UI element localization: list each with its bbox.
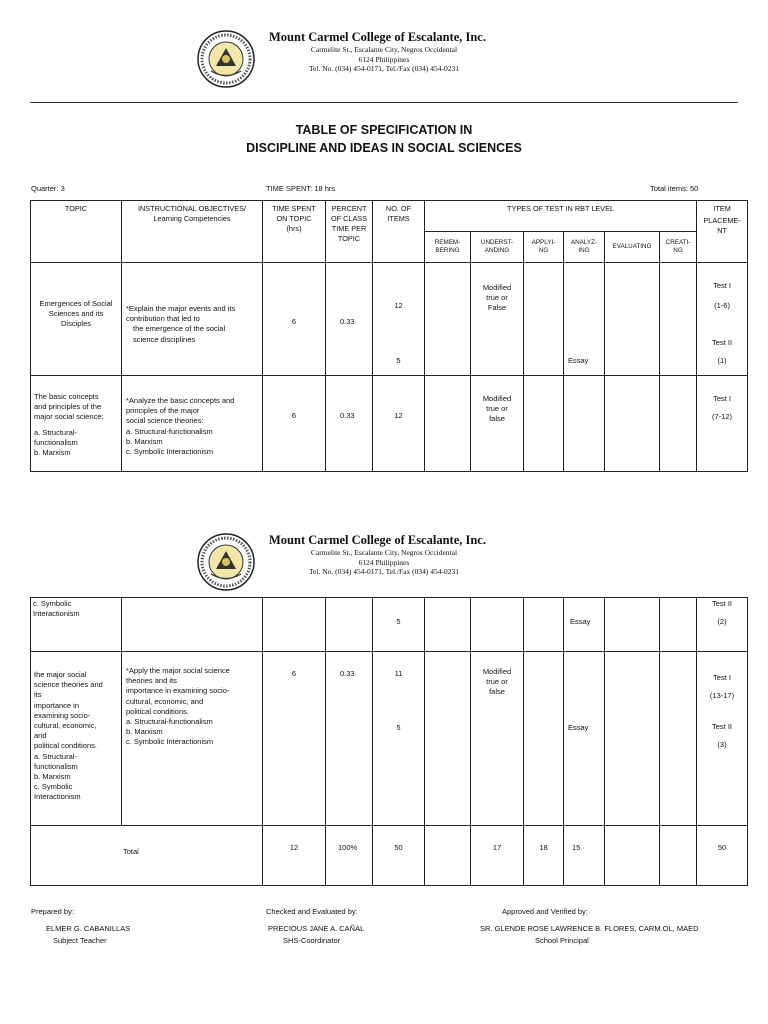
header-understanding: UNDERST- ANDING — [471, 232, 524, 263]
table-row — [31, 376, 748, 472]
total-remembering — [425, 826, 471, 886]
address-line-2: 6124 Philippines — [358, 557, 410, 567]
prepared-by-role: Subject Teacher — [53, 936, 107, 945]
header-divider — [30, 102, 738, 103]
row2-topic: The basic concepts and principles of the major social science; a. Structural- functionalism b. Marxism — [31, 376, 122, 472]
row4-creating — [660, 652, 697, 826]
table-row — [31, 598, 748, 652]
header-topic: TOPIC — [31, 201, 122, 263]
quarter-label: Quarter: 3 — [31, 184, 65, 193]
row2-understanding: Modified true or false — [471, 376, 524, 472]
document-title-line-1: TABLE OF SPECIFICATION IN — [295, 123, 473, 137]
row4-understanding: Modified true or false — [471, 652, 524, 826]
row3-items: 5 — [373, 598, 425, 652]
header-objectives: INSTRUCTIONAL OBJECTIVES/ Learning Competencies — [122, 201, 263, 263]
row1-items: 12 5 — [373, 263, 425, 376]
total-items: 50 — [373, 826, 425, 886]
table-row-total — [31, 826, 748, 886]
row3-objectives — [122, 598, 263, 652]
row3-topic: c. Symbolic Interactionism — [31, 598, 122, 652]
row2-objectives: *Analyze the basic concepts and principles of the major social science theories: a. Structural-functionalism b. Marxism c. Symbolic Interactionism — [122, 376, 263, 472]
header-item-placement: ITEM PLACEME- NT — [697, 201, 748, 263]
row1-remembering — [425, 263, 471, 376]
row2-placement: Test I (7-12) — [697, 376, 748, 472]
total-creating — [660, 826, 697, 886]
row4-analyzing: Essay — [564, 652, 605, 826]
row1-percent: 0.33 — [326, 263, 373, 376]
header-creating: CREATI- NG — [660, 232, 697, 263]
row1-applying — [524, 263, 564, 376]
header-percent: PERCENT OF CLASS TIME PER TOPIC — [326, 201, 373, 263]
row1-placement: Test I (1-6) Test II (1) — [697, 263, 748, 376]
checked-by-role: SHS-Coordinator — [283, 936, 341, 945]
total-applying: 18 — [524, 826, 564, 886]
total-label: Total — [31, 826, 263, 886]
row1-analyzing: Essay — [564, 263, 605, 376]
row1-time: 6 — [263, 263, 326, 376]
row4-objectives: *Apply the major social science theories and its importance in examining socio- cultural, economic, and political conditions. a. Structural-functionalism b. Marxism c. Symbolic Interactionism — [122, 652, 263, 826]
specification-table-page-2 — [30, 597, 748, 886]
row3-analyzing: Essay — [564, 598, 605, 652]
header-remembering: REMEM- BERING — [425, 232, 471, 263]
header-analyzing: ANALYZ- ING — [564, 232, 605, 263]
total-time: 12 — [263, 826, 326, 886]
total-placement: 50 — [697, 826, 748, 886]
row3-percent — [326, 598, 373, 652]
row4-applying — [524, 652, 564, 826]
checked-by-name: PRECIOUS JANE A. CAÑAL — [268, 924, 365, 933]
header-no-of-items: NO. OF ITEMS — [373, 201, 425, 263]
header-evaluating: EVALUATING — [605, 232, 660, 263]
row1-topic: Emergences of Social Sciences and its Disciples — [31, 263, 122, 376]
approved-by-label: Approved and Verified by: — [502, 907, 588, 916]
row4-remembering — [425, 652, 471, 826]
total-understanding: 17 — [471, 826, 524, 886]
row2-creating — [660, 376, 697, 472]
row2-time: 6 — [263, 376, 326, 472]
row4-percent: 0.33 — [326, 652, 373, 826]
header-applying: APPLYI- NG — [524, 232, 564, 263]
row3-placement: Test II (2) — [697, 598, 748, 652]
row3-applying — [524, 598, 564, 652]
approved-by-role: School Principal — [535, 936, 589, 945]
row1-understanding: Modified true or False — [471, 263, 524, 376]
row1-objectives: *Explain the major events and its contribution that led to the emergence of the social science disciplines — [122, 263, 263, 376]
row3-understanding — [471, 598, 524, 652]
document-title-line-2: DISCIPLINE AND IDEAS IN SOCIAL SCIENCES — [246, 141, 522, 155]
table-row — [31, 263, 748, 376]
row3-creating — [660, 598, 697, 652]
row2-analyzing — [564, 376, 605, 472]
header-rbt-level: TYPES OF TEST IN RBT LEVEL — [425, 201, 697, 232]
header-time-spent: TIME SPENT ON TOPIC (hrs) — [263, 201, 326, 263]
row3-evaluating — [605, 598, 660, 652]
row2-evaluating — [605, 376, 660, 472]
approved-by-name: SR. GLENDE ROSE LAWRENCE B. FLORES, CARM.OL, MAED — [480, 924, 699, 933]
row4-evaluating — [605, 652, 660, 826]
college-name: Mount Carmel College of Escalante, Inc. — [269, 30, 486, 44]
address-line-1: Carmelite St., Escalante City, Negros Occidental — [310, 45, 458, 54]
college-address — [270, 548, 498, 577]
row2-percent: 0.33 — [326, 376, 373, 472]
time-spent-label: TIME SPENT: 18 hrs — [266, 184, 336, 193]
total-percent: 100% — [326, 826, 373, 886]
total-evaluating — [605, 826, 660, 886]
college-seal-logo — [197, 30, 255, 88]
row4-items: 11 5 — [373, 652, 425, 826]
row2-items: 12 — [373, 376, 425, 472]
total-items-label: Total items: 50 — [650, 184, 699, 193]
address-line-3: Tel. No. (034) 454-0171, Tel./Fax (034) 454-0231 — [308, 567, 460, 576]
row3-remembering — [425, 598, 471, 652]
row4-topic: the major social science theories and its importance in examining socio- cultural, economic, and political conditions. a. Structural- functionalism b. Marxism c. Symbolic Interactionism — [31, 652, 122, 826]
address-line-1: Carmelite St., Escalante City, Negros Occidental — [310, 548, 458, 557]
row4-placement: Test I (13-17) Test II (3) — [697, 652, 748, 826]
row2-remembering — [425, 376, 471, 472]
college-name: Mount Carmel College of Escalante, Inc. — [269, 533, 486, 547]
address-line-2: 6124 Philippines — [358, 54, 410, 64]
prepared-by-label: Prepared by: — [31, 907, 74, 916]
table-row — [31, 652, 748, 826]
specification-table-page-1 — [30, 200, 748, 472]
checked-by-label: Checked and Evaluated by: — [266, 907, 358, 916]
prepared-by-name: ELMER G. CABANILLAS — [46, 924, 131, 933]
address-line-3: Tel. No. (034) 454-0171, Tel./Fax (034) 454-0231 — [308, 64, 460, 73]
college-address — [270, 45, 498, 74]
row2-applying — [524, 376, 564, 472]
row3-time — [263, 598, 326, 652]
row4-time: 6 — [263, 652, 326, 826]
row1-creating — [660, 263, 697, 376]
row1-evaluating — [605, 263, 660, 376]
college-seal-logo — [197, 533, 255, 591]
total-analyzing: 15 — [564, 826, 605, 886]
